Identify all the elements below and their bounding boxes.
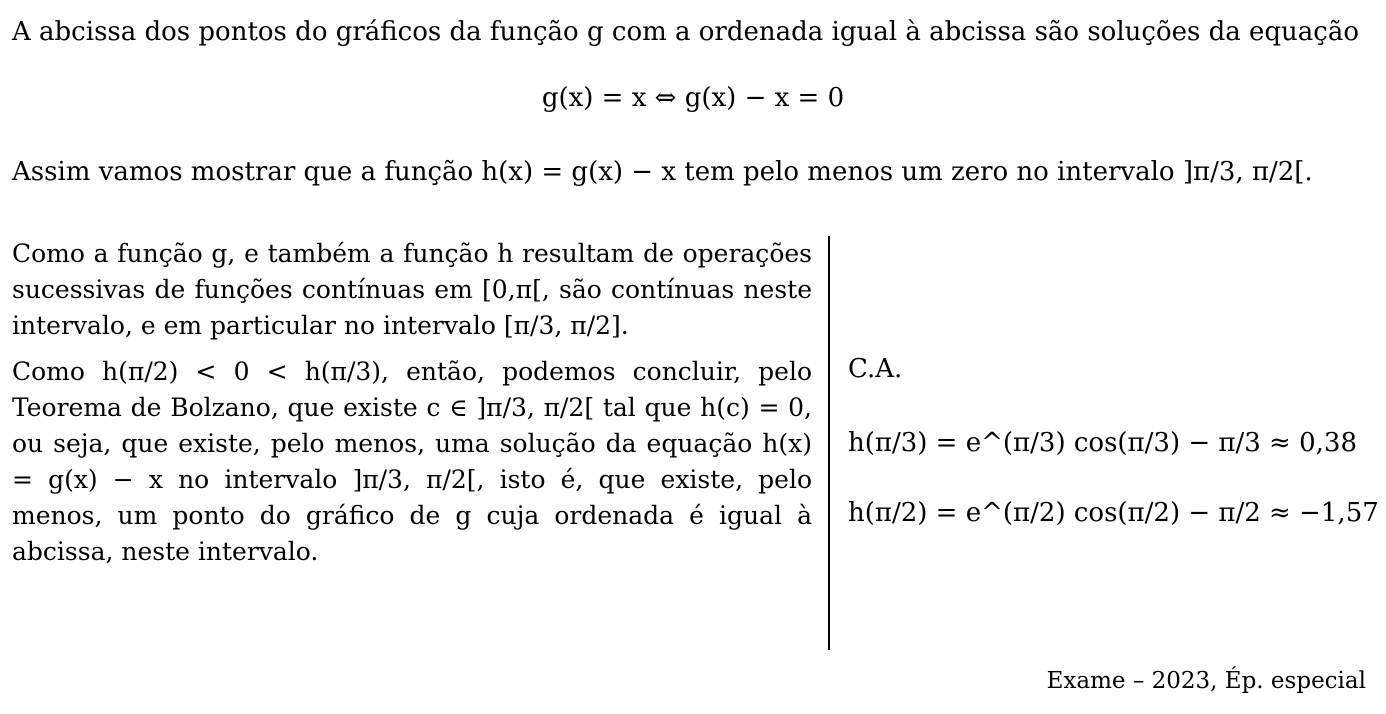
bolzano-paragraph: Como h(π/2) < 0 < h(π/3), então, podemos concluir, pelo Teorema de Bolzano, que existe c ∈ ]π/3, π/2[ tal que h(c) = 0, ou seja, que existe, pelo menos, uma solução da equação h(x) = g(x) − x no intervalo ]π/3, π/2[, isto é, que existe, pelo menos, um ponto do gráfico de g cuja ordenada é igual à abcissa, neste intervalo. <box>12 357 812 566</box>
argument-column <box>12 236 812 580</box>
intro-line-1: A abcissa dos pontos do gráficos da função g com a ordenada igual à abcissa são soluções da equação <box>12 17 1359 47</box>
intro-line-2: Assim vamos mostrar que a função h(x) = g(x) − x tem pelo menos um zero no intervalo ]π/3, π/2[. <box>12 157 1313 187</box>
continuity-paragraph: Como a função g, e também a função h resultam de operações sucessivas de funções contínuas em [0,π[, são contínuas neste intervalo, e em particular no intervalo [π/3, π/2]. <box>12 239 812 340</box>
ca-title: C.A. <box>848 354 903 384</box>
calc-h-pi-over-2: h(π/2) = e^(π/2) cos(π/2) − π/2 ≈ −1,57 <box>848 498 1379 528</box>
auxiliary-calculations <box>848 352 1379 548</box>
main-equation: g(x) = x ⇔ g(x) − x = 0 <box>541 83 845 113</box>
column-divider <box>828 236 830 650</box>
calc-h-pi-over-3: h(π/3) = e^(π/3) cos(π/3) − π/3 ≈ 0,38 <box>848 428 1357 458</box>
source-footer: Exame – 2023, Ép. especial <box>1046 668 1366 694</box>
